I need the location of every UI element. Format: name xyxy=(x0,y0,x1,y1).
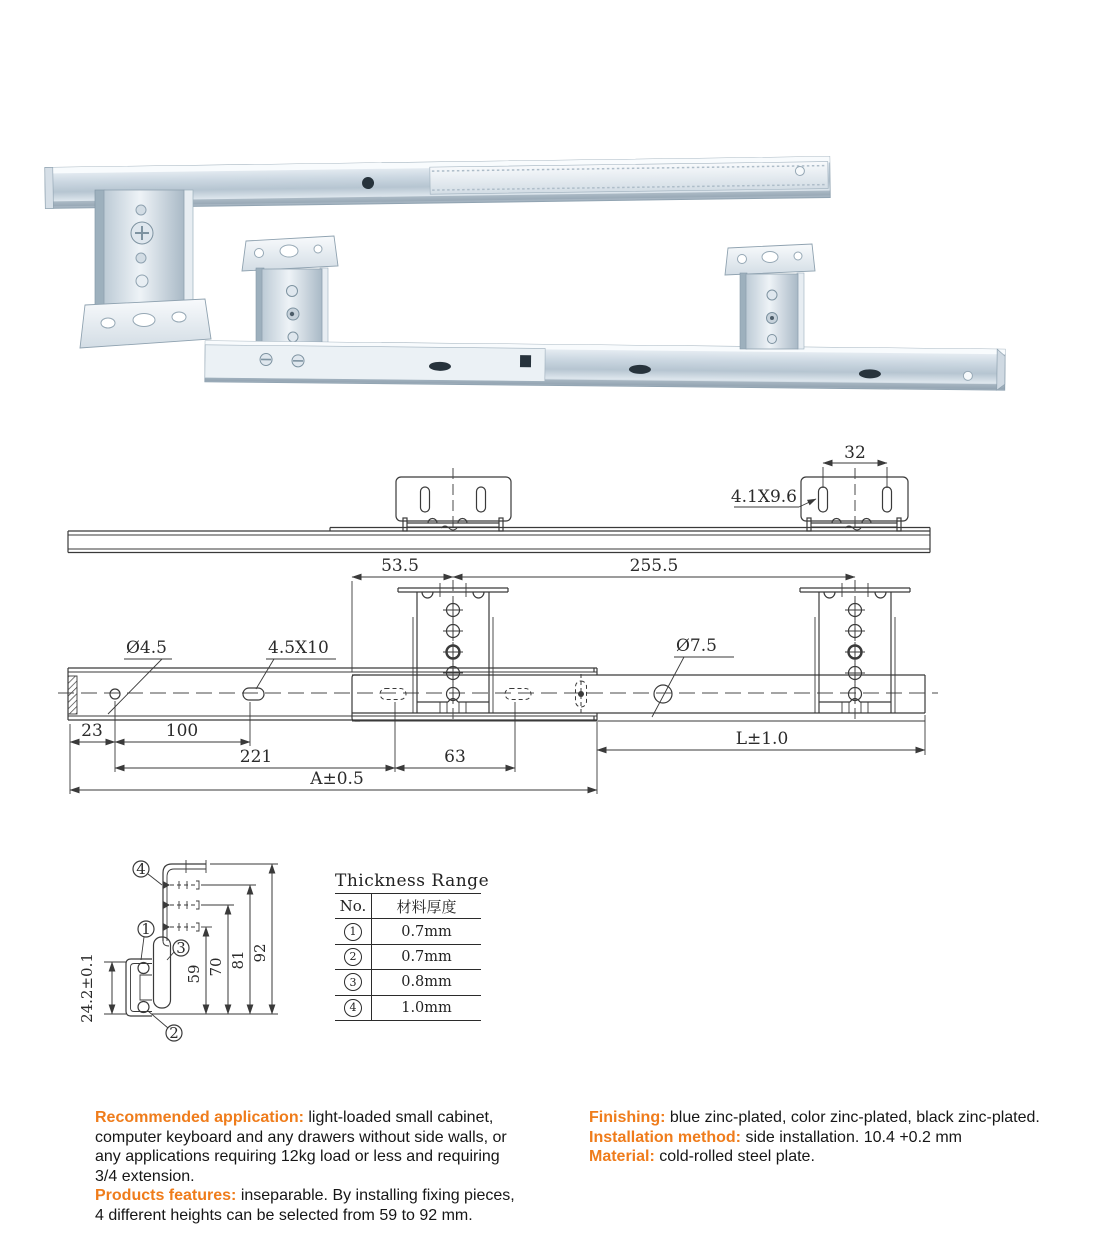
part-number-badge: 1 xyxy=(344,923,362,941)
callout-hole-4-5 xyxy=(108,638,172,714)
dim-59-label: 59 xyxy=(185,964,203,984)
hole-7-5 xyxy=(654,685,672,703)
thickness-value: 0.7mm xyxy=(401,923,452,940)
callout-hole-7-5 xyxy=(652,636,734,717)
part-number-badge: 2 xyxy=(344,948,362,966)
mounting-bracket-right xyxy=(725,244,815,349)
dim-255-5 xyxy=(453,556,855,577)
elevation-bracket-right xyxy=(800,580,910,722)
dim-A xyxy=(70,769,597,790)
section-clip-part xyxy=(154,937,171,1008)
dim-23 xyxy=(70,721,115,742)
thickness-table-header xyxy=(335,894,481,919)
mounting-bracket-left xyxy=(80,190,211,348)
table-row xyxy=(335,919,481,944)
bracket-holes xyxy=(443,600,463,704)
hidden-slot xyxy=(380,689,406,700)
rail-hole xyxy=(795,166,804,175)
height-position-marks xyxy=(163,881,199,931)
part-number-badge: 3 xyxy=(344,973,362,991)
recommended-application-label: Recommended application: xyxy=(95,1109,304,1126)
dim-53-5-label: 53.5 xyxy=(381,556,419,576)
elevation-view-drawing xyxy=(58,556,938,794)
material-label: Material: xyxy=(589,1148,655,1166)
material-text: cold-rolled steel plate. xyxy=(654,1148,815,1166)
dim-63 xyxy=(395,747,515,768)
slot-4-5x10 xyxy=(243,688,264,700)
thickness-table xyxy=(335,871,490,1021)
part-1-number: 1 xyxy=(141,920,151,938)
dim-A-label: A±0.5 xyxy=(310,769,364,789)
dim-24-2 xyxy=(78,953,126,1023)
description-right xyxy=(589,1108,1061,1167)
dim-32-label: 32 xyxy=(844,443,866,463)
col-header-thickness: 材料厚度 xyxy=(396,897,457,916)
dim-221-label: 221 xyxy=(239,747,273,767)
rail-hole xyxy=(963,371,972,380)
part-balloon-4 xyxy=(133,860,162,885)
dim-24-2-label: 24.2±0.1 xyxy=(78,953,96,1023)
thickness-value: 0.8mm xyxy=(401,974,452,991)
products-features-text: inseparable. By installing fixing pieces, 4 different heights can be selected from 59 to 92 mm. xyxy=(95,1187,515,1224)
part-balloon-2 xyxy=(148,1011,182,1042)
table-row xyxy=(335,945,481,970)
dim-70-label: 70 xyxy=(207,957,225,977)
table-row xyxy=(335,970,481,995)
dim-100-label: 100 xyxy=(165,721,199,741)
hidden-slot xyxy=(505,689,531,700)
plan-view-drawing xyxy=(68,443,930,553)
slot-label: 4.5X10 xyxy=(268,638,329,658)
dim-23-label: 23 xyxy=(81,721,103,741)
products-features-label: Products features: xyxy=(95,1187,237,1205)
bracket-holes xyxy=(845,600,865,704)
dim-extension-lines xyxy=(70,701,925,794)
hole-4-5 xyxy=(110,689,120,699)
installation-method-label: Installation method: xyxy=(589,1128,741,1146)
part-3-number: 3 xyxy=(176,939,186,957)
finishing-text: blue zinc-plated, color zinc-plated, black zinc-plated. xyxy=(665,1109,1040,1126)
product-photo xyxy=(45,157,1005,391)
col-header-no: No. xyxy=(335,894,372,918)
plan-bracket-left xyxy=(396,468,511,532)
table-row xyxy=(335,996,481,1021)
part-2-number: 2 xyxy=(169,1024,179,1042)
thickness-table-title: Thickness Range xyxy=(335,871,481,894)
dim-221 xyxy=(115,747,395,768)
dim-92-label: 92 xyxy=(251,943,269,963)
section-rail-profile xyxy=(126,959,152,1016)
mounting-bracket-middle xyxy=(242,236,338,351)
dim-100 xyxy=(115,721,250,742)
finishing-label: Finishing: xyxy=(589,1109,666,1126)
recommended-application-text: light-loaded small cabinet, computer keyboard and any drawers without side walls, or any applications requiring 12kg load or less and requiring 3/4 extension. xyxy=(95,1109,507,1185)
part-number-badge: 4 xyxy=(344,999,362,1017)
dim-255-5-label: 255.5 xyxy=(629,556,679,576)
installation-method-text: side installation. 10.4 +0.2 mm xyxy=(741,1128,963,1146)
rail-end-cap-hatch xyxy=(68,676,77,714)
hole-4-5-label: Ø4.5 xyxy=(126,638,167,658)
dim-81-label: 81 xyxy=(229,950,247,970)
plan-bracket-right xyxy=(801,468,908,532)
dim-53-5 xyxy=(352,556,453,672)
callout-slot xyxy=(256,638,336,689)
dim-L xyxy=(597,729,925,750)
bottom-slide-rail xyxy=(205,341,1005,390)
elevation-bracket-left xyxy=(398,580,508,722)
ball xyxy=(138,963,149,974)
part-4-number: 4 xyxy=(136,860,146,878)
part-balloon-1 xyxy=(138,920,154,960)
cross-section-drawing xyxy=(78,860,278,1042)
hole-7-5-label: Ø7.5 xyxy=(676,636,717,656)
slot-callout-label: 4.1X9.6 xyxy=(730,487,797,507)
dim-63-label: 63 xyxy=(444,747,466,767)
section-angle-part xyxy=(163,860,206,946)
description-left xyxy=(95,1108,523,1226)
dim-L-label: L±1.0 xyxy=(735,729,789,749)
ball xyxy=(138,1002,149,1013)
thickness-value: 0.7mm xyxy=(401,948,452,965)
thickness-value: 1.0mm xyxy=(401,999,452,1016)
